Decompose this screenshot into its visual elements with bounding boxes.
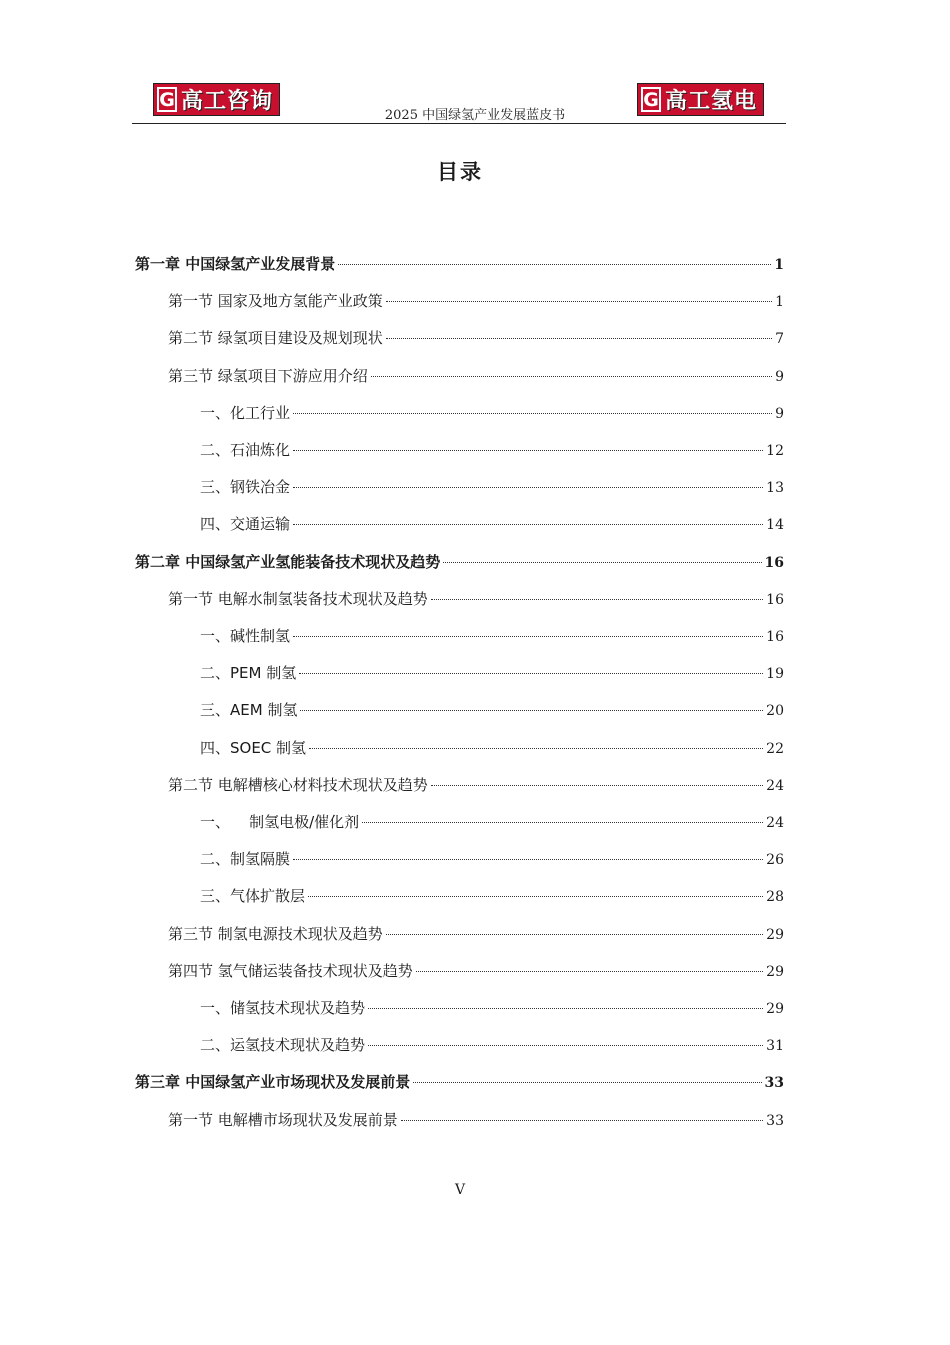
dot-leader <box>371 376 772 377</box>
toc-entry-title: 第三节 制氢电源技术现状及趋势 <box>168 924 383 943</box>
toc-entry[interactable] <box>168 588 784 610</box>
gaogong-hydrogen-logo <box>637 83 764 116</box>
toc-entry[interactable] <box>168 923 784 945</box>
dot-leader <box>413 1082 761 1083</box>
toc-entry[interactable] <box>200 699 784 721</box>
toc-entry-page: 33 <box>764 1075 784 1092</box>
toc-entry-page: 31 <box>766 1038 784 1055</box>
dot-leader <box>299 673 763 674</box>
toc-entry-title: 第一节 国家及地方氢能产业政策 <box>168 292 383 311</box>
toc-entry[interactable] <box>135 1071 784 1093</box>
toc-entry-page: 1 <box>774 257 784 273</box>
toc-entry-page: 26 <box>766 852 784 869</box>
toc-entry[interactable] <box>200 848 784 870</box>
toc-entry-page: 19 <box>766 666 784 683</box>
toc-entry[interactable] <box>168 365 784 387</box>
dot-leader <box>293 487 763 488</box>
toc-entry[interactable] <box>200 625 784 647</box>
toc-entry-page: 29 <box>766 1001 784 1017</box>
dot-leader <box>293 524 763 525</box>
dot-leader <box>293 636 763 637</box>
toc-entry-title: 二、PEM 制氢 <box>200 664 297 683</box>
toc-entry-page: 12 <box>766 443 784 459</box>
toc-entry[interactable] <box>135 551 784 573</box>
toc-entry[interactable] <box>168 960 784 982</box>
dot-leader <box>368 1008 763 1009</box>
toc-entry-page: 9 <box>775 368 784 385</box>
toc-entry-title: 第二节 绿氢项目建设及规划现状 <box>168 329 383 348</box>
toc-entry[interactable] <box>200 476 784 498</box>
dot-leader <box>293 859 763 860</box>
toc-entry-page: 16 <box>764 554 784 571</box>
toc-entry-title: 二、石油炼化 <box>200 441 291 459</box>
toc-entry-title: 第四节 氢气储运装备技术现状及趋势 <box>168 961 413 980</box>
toc-entry-title: 第二节 电解槽核心材料技术现状及趋势 <box>168 775 428 794</box>
logo-text: 高工氢电 <box>664 89 757 114</box>
toc-entry-page: 22 <box>766 740 784 757</box>
dot-leader <box>431 599 763 600</box>
toc-entry-title: 四、交通运输 <box>200 515 291 534</box>
toc-entry[interactable] <box>200 513 784 535</box>
dot-leader <box>416 971 763 972</box>
dot-leader <box>386 934 763 935</box>
toc-entry-title: 一、储氢技术现状及趋势 <box>200 999 366 1017</box>
toc-entry[interactable] <box>200 1034 784 1056</box>
toc-entry-title: 二、制氢隔膜 <box>200 850 291 869</box>
dot-leader <box>368 1045 763 1046</box>
dot-leader <box>386 301 772 302</box>
toc-entry-title: 第一节 电解槽市场现状及发展前景 <box>168 1110 398 1129</box>
toc-entry[interactable] <box>168 774 784 796</box>
page-title: 目录 <box>437 160 483 184</box>
toc-entry[interactable] <box>135 253 784 275</box>
dot-leader <box>401 1120 763 1121</box>
toc-entry-page: 33 <box>766 1112 784 1129</box>
toc-entry-page: 16 <box>766 591 784 608</box>
toc-entry[interactable] <box>200 997 784 1019</box>
toc-entry-page: 13 <box>766 480 784 497</box>
toc-entry[interactable] <box>200 737 784 759</box>
g-logo-mark: G <box>157 87 177 112</box>
toc-entry-title: 三、气体扩散层 <box>200 887 306 906</box>
toc-entry-title: 第三节 绿氢项目下游应用介绍 <box>168 366 368 385</box>
toc-entry-title: 第一节 电解水制氢装备技术现状及趋势 <box>168 589 428 608</box>
toc-entry[interactable] <box>168 327 784 349</box>
toc-entry-page: 28 <box>766 889 784 906</box>
toc-entry[interactable] <box>200 402 784 424</box>
toc-entry[interactable] <box>168 290 784 312</box>
toc-entry-page: 1 <box>775 294 784 311</box>
toc-entry-title: 二、运氢技术现状及趋势 <box>200 1036 366 1055</box>
g-logo-mark: G <box>641 87 661 112</box>
toc-entry-title: 一、 制氢电极/催化剂 <box>200 813 360 831</box>
dot-leader <box>293 450 763 451</box>
toc-entry-page: 29 <box>766 926 784 943</box>
dot-leader <box>338 264 771 265</box>
page-number: V <box>454 1182 466 1198</box>
toc-entry-page: 20 <box>766 703 784 720</box>
toc-entry[interactable] <box>200 885 784 907</box>
toc-entry-page: 9 <box>775 405 784 422</box>
header-title: 2025 中国绿氢产业发展蓝皮书 <box>384 108 566 123</box>
toc-entry-title: 三、钢铁冶金 <box>200 478 291 497</box>
toc-entry[interactable] <box>200 811 784 833</box>
toc-entry-title: 三、AEM 制氢 <box>200 701 298 720</box>
toc-entry[interactable] <box>200 662 784 684</box>
toc-entry-page: 29 <box>766 963 784 980</box>
dot-leader <box>362 822 763 823</box>
dot-leader <box>386 338 772 339</box>
dot-leader <box>309 748 763 749</box>
toc-entry-title: 第一章 中国绿氢产业发展背景 <box>135 255 336 273</box>
toc-entry-title: 四、SOEC 制氢 <box>200 738 307 757</box>
toc-entry-page: 24 <box>766 777 784 794</box>
toc-entry-title: 第二章 中国绿氢产业氢能装备技术现状及趋势 <box>135 552 441 571</box>
dot-leader <box>300 710 763 711</box>
toc-entry-title: 一、化工行业 <box>200 403 291 422</box>
header-divider <box>132 123 786 124</box>
toc-entry-title: 第三章 中国绿氢产业市场现状及发展前景 <box>135 1073 411 1092</box>
logo-text: 高工咨询 <box>180 89 273 114</box>
dot-leader <box>443 562 761 563</box>
toc-entry[interactable] <box>168 1109 784 1131</box>
toc-entry-title: 一、碱性制氢 <box>200 627 291 645</box>
dot-leader <box>431 785 763 786</box>
toc-entry[interactable] <box>200 439 784 461</box>
dot-leader <box>293 413 772 414</box>
dot-leader <box>308 896 763 897</box>
toc-entry-page: 16 <box>766 629 784 645</box>
toc-entry-page: 7 <box>775 331 784 348</box>
toc-entry-page: 24 <box>766 815 784 831</box>
toc-entry-page: 14 <box>766 517 784 534</box>
